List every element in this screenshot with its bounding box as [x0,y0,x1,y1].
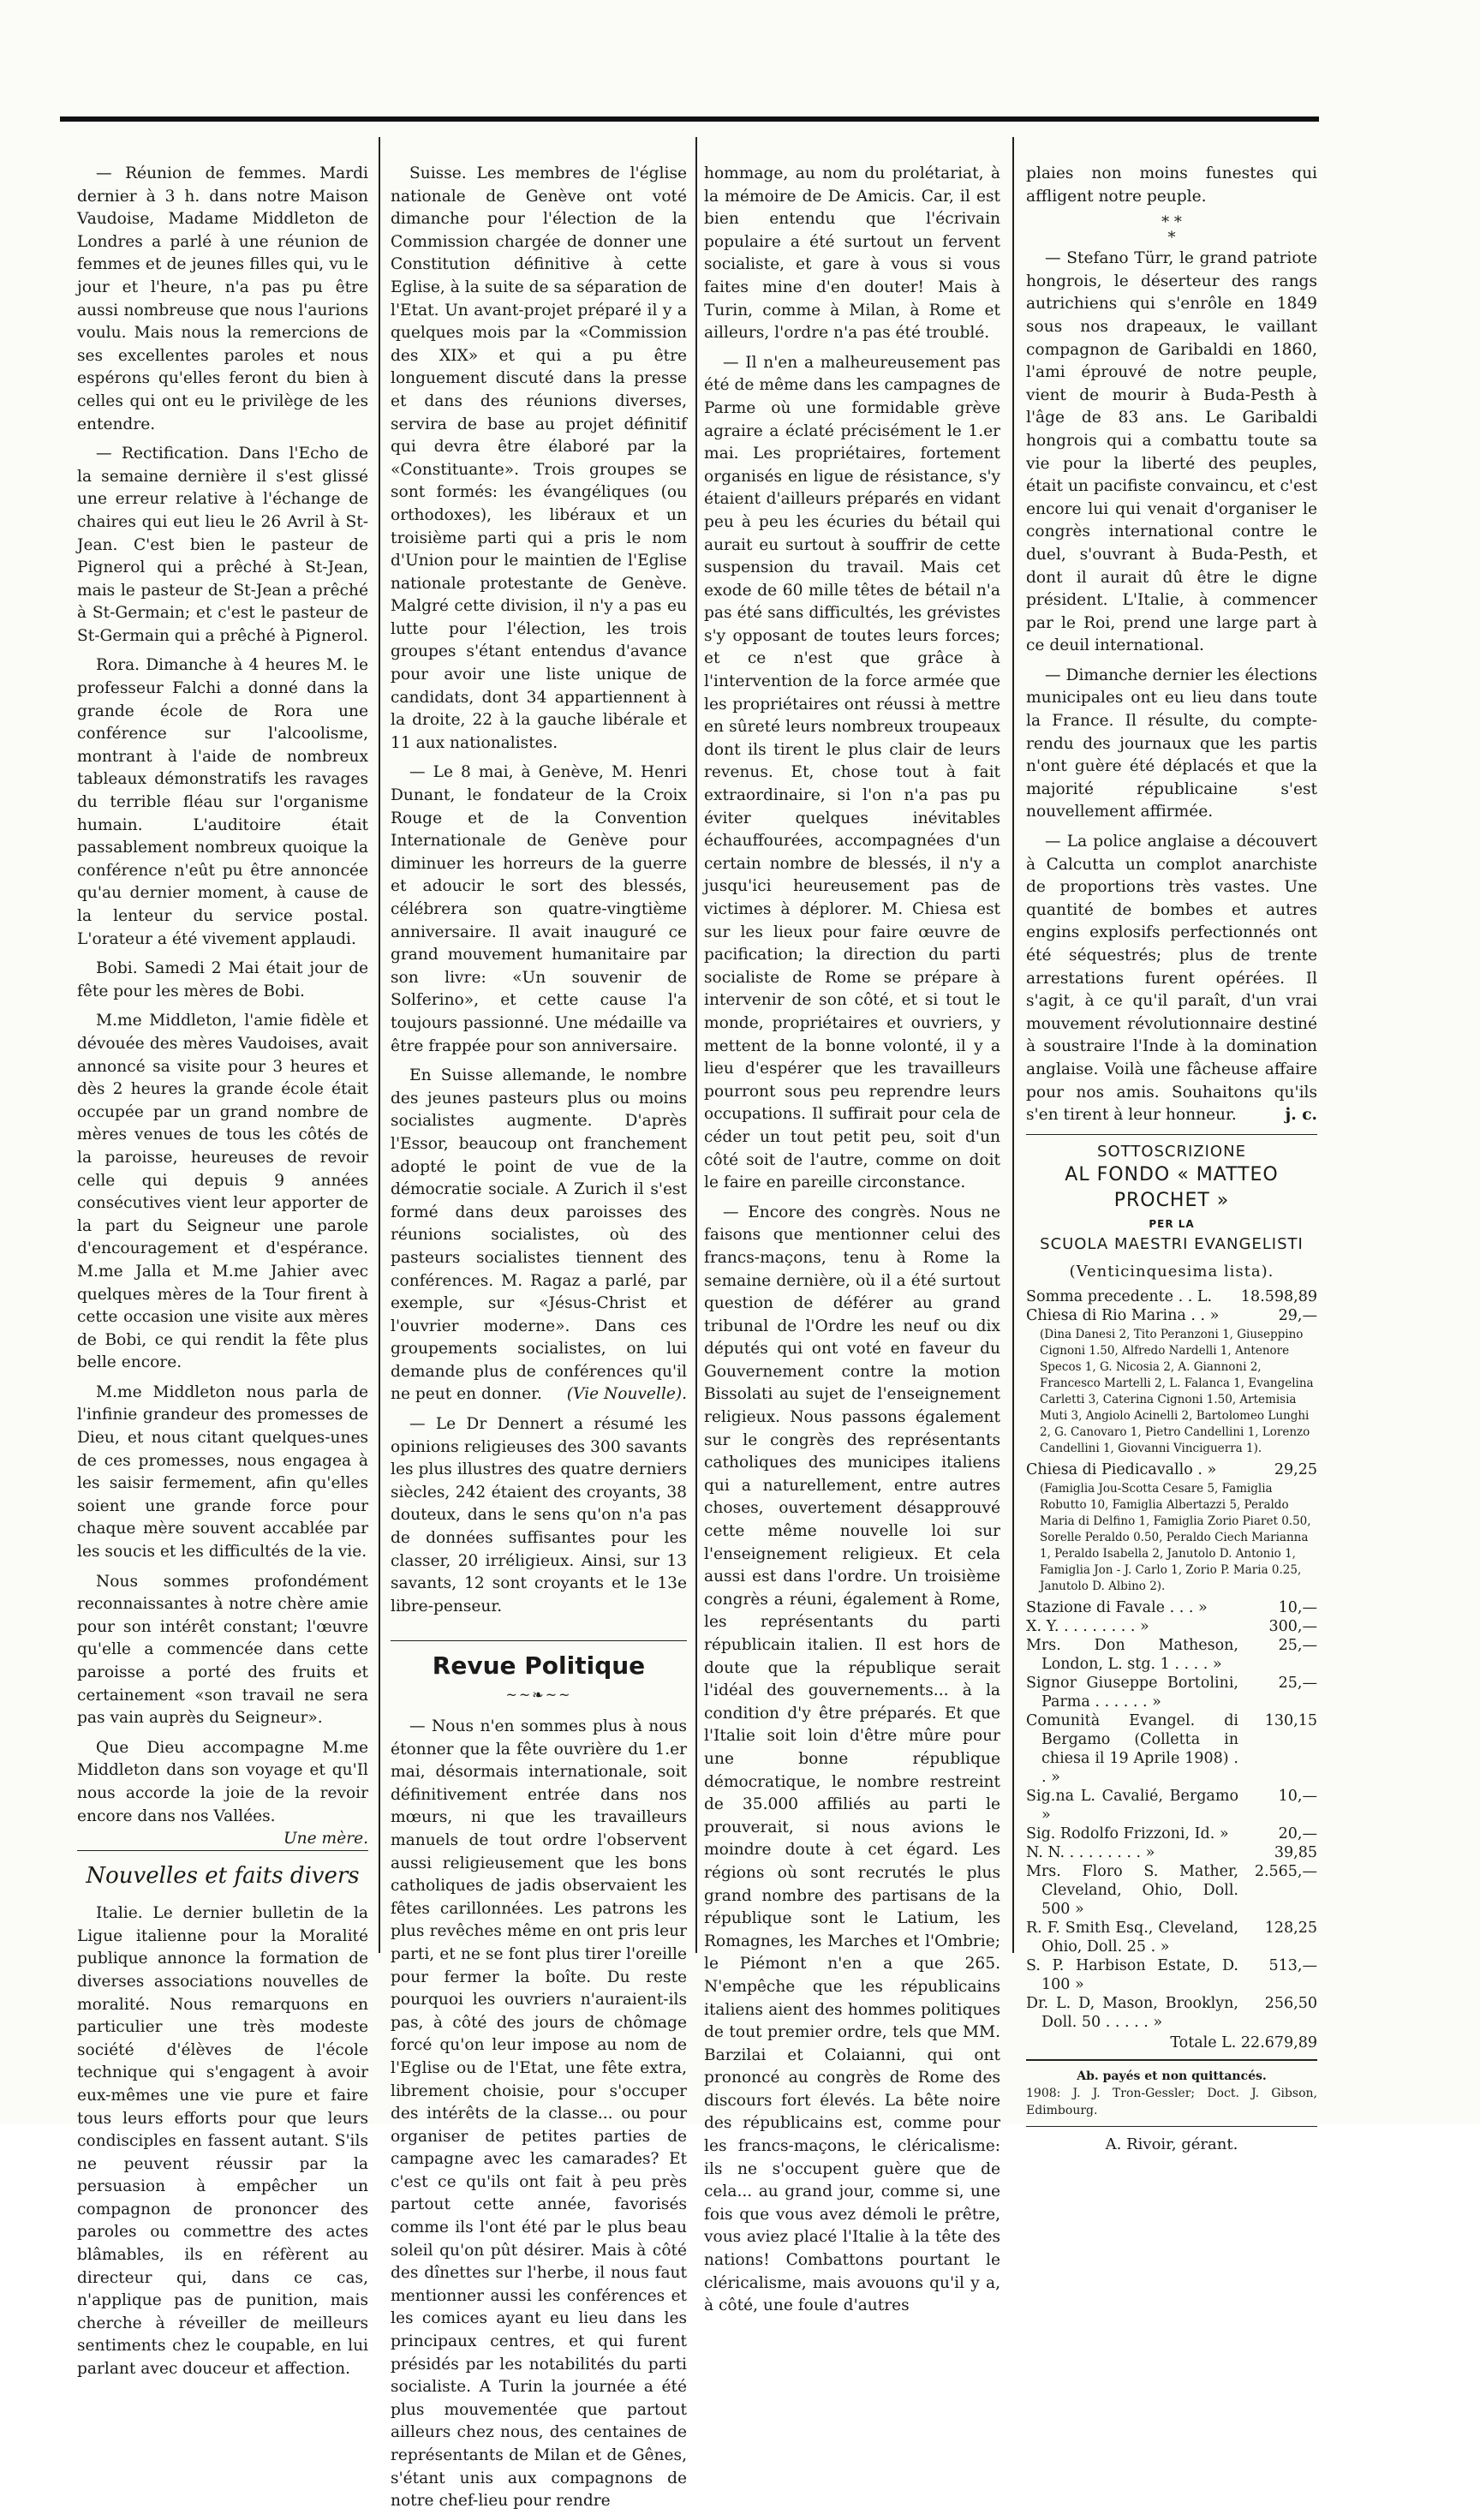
signature: j. c. [1285,1106,1317,1125]
ledger-amount: 10,— [1278,1599,1317,1617]
article-plaies: plaies non moins funestes qui affligent notre peuple. [1026,164,1317,206]
ledger-amount: 300,— [1268,1618,1317,1636]
ledger-label: Mrs. Don Matheson, London, L. stg. 1 . . . . » [1026,1637,1238,1674]
column-3 [704,163,1000,2325]
article-suisse-allemande-text: En Suisse allemande, le nombre des jeunes pasteurs plus ou moins socialistes augmente. D'après l'Essor, beaucoup ont franchement adopté le point de vue de la démocratie sociale. A Zurich il s'est formé dans deux paroisses des réunions socialistes, où des pasteurs socialistes tiennent des conférences. M. Ragaz a parlé, par exemple, sur «Jésus-Christ et l'ouvrier moderne». Dans ces groupements socialistes, on lui demande plus de conférences qu'il ne peut en donner. [391,1066,687,1404]
article-suisse: Suisse. Les membres de l'église nationale de Genève ont voté dimanche pour l'élection de la Commission chargée de donner une Constitution définitive à cette Eglise, à la suite de sa séparation de l'Etat. Un avant-projet préparé il y a quelques mois par la «Commission des XIX» et qui a pu être longuement discuté dans la presse et dans des réunions diverses, servira de base au projet définitif qui devra être élaboré par la «Constituante». Trois groupes se sont formés: les évangéliques (ou orthodoxes), les libéraux et un troisième parti qui a pris le nom d'Union pour le maintien de l'Eglise nationale protestante de Genève. Malgré cette division, il n'y a pas eu lutte pour l'élection, les trois groupes s'étant entendus d'avance pour avoir une liste unique de candidats, dont 34 appartiennent à la droite, 22 à la gauche libérale et 11 aux nationalistes. [391,164,687,752]
article-bobi-5-text: Que Dieu accompagne M.me Middleton dans son voyage et qu'Il nous accorde la joie de la revoir encore dans nos Vallées. [77,1738,368,1825]
article-calcutta-text: — La police anglaise a découvert à Calcutta un complot anarchiste de proportions très vastes. Une quantité de bombes et autres engins explosifs perfectionnés ont été séquestrés; plus de trente arrestations furent opérées. Il s'agit, à ce qu'il paraît, d'un vrai mouvement révolutionnaire destiné à soustraire l'Inde à la domination anglaise. Voilà une fâcheuse affaire pour nos amis. Souhaitons qu'ils s'en tirent à leur honneur. [1026,833,1317,1125]
ledger-label: N. N. . . . . . . . . » [1026,1844,1155,1862]
column-divider [695,137,697,1953]
ledger-row [1026,1711,1317,1787]
article-rectification: — Rectification. Dans l'Echo de la semaine dernière il s'est glissé une erreur relative à l'échange de chaires qui eut lieu le 26 Avril à St-Jean. C'est bien le pasteur de Pignerol qui a prêché à St-Jean, mais le pasteur de St-Jean a prêché à St-Germain; et c'est le pasteur de St-Germain qui a prêché à Pignerol. [77,445,368,645]
divider [1026,1134,1317,1136]
section-title-revue-politique: Revue Politique [391,1640,687,1681]
signature: Une mère. [283,1830,368,1848]
subscription-total: Totale L. 22.679,89 [1170,2034,1317,2052]
ledger-row [1026,1843,1317,1862]
article-turr: — Stefano Türr, le grand patriote hongrois, le déserteur des rangs autrichiens qui s'enrôle en 1849 sous nos drapeaux, le vaillant compagnon de Garibaldi en 1860, l'ami éprouvé de notre peuple, vient de mourir à Buda-Pesth à l'âge de 83 ans. Le Garibaldi hongrois qui a combattu toute sa vie pour la liberté des peuples, était un pacifiste convaincu, et c'est encore lui qui venait d'organiser le congrès international contre le duel, s'ouvrant à Buda-Pesth, et dont il aurait dû être le digne président. L'Italie, à commencer par le Roi, prend une large part à ce deuil international. [1026,249,1317,655]
subscription-title: SOTTOSCRIZIONE [1097,1143,1246,1161]
ledger-row [1026,1787,1317,1824]
article-greve-parme: — Il n'en a malheureusement pas été de même dans les campagnes de Parme où une formidable grève agraire a éclaté précisément le 1.er mai. Les propriétaires, fortement organisés en ligue de résistance, s'y étaient d'ailleurs préparés en vidant peu à peu les écuries du bétail qui aurait eu surtout à souffrir de cette suspension du travail. Mais cet exode de 60 mille têtes de bétail n'a pas été sans difficultés, les grévistes s'y opposant de toutes leurs forces; et ce n'est que grâce à l'intervention de la force armée que les propriétaires ont réussi à mettre en sûreté leurs nombreux troupeaux dont ils tirent le plus clair de leurs revenus. Et, chose tout à fait extraordinaire, si l'on n'a pas pu éviter quelques inévitables échauffourées, accompagnées d'un certain nombre de blessés, il n'y a jusqu'ici heureusement pas de victimes à déplorer. M. Chiesa est sur les lieux pour faire œuvre de pacification; la direction du parti socialiste de Rome se prépare à intervenir de son côté, et si tout le monde, propriétaires et ouvriers, y mettent de la bonne volonté, il y a lieu d'espérer que les travailleurs pourront sous peu reprendre leurs occupations. Il suffirait pour cela de céder un tout petit peu, soit d'un côté soit de l'autre, comme on doit le faire en pareille circonstance. [704,353,1000,1192]
article-de-amicis: hommage, au nom du prolétariat, à la mémoire de De Amicis. Car, il est bien entendu que l'écrivain populaire a été surtout un fervent socialiste, et gare à vous si vous faites mine d'en douter! Mais à Turin, comme à Milan, à Rome et ailleurs, l'ordre n'a pas été troublé. [704,164,1000,343]
article-congres: — Encore des congrès. Nous ne faisons que mentionner celui des francs-maçons, tenu à Rome la semaine dernière, où il a été surtout question de déférer au grand tribunal de l'Ordre les neuf ou dix députés qui ont voté en faveur du Gouvernement contre la motion Bissolati au sujet de l'enseignement religieux. Nous passons également sur le congrès des représentants catholiques des municipes italiens qui a naturellement, entre autres choses, ouvertement désapprouvé cette même nouvelle loi sur l'enseignement religieux. Et cela aussi est dans l'ordre. Un troisième congrès a réuni, également à Rome, les représentants du parti républicain italien. Il est hors de doute que la république serait l'idéal des gouvernements... à la condition d'y être préparés. Et que l'Italie soit loin d'être mûre pour une bonne république démocratique, le nombre restreint de 35.000 affiliés au parti le prouverait, si nous avions le moindre doute à cet égard. Les régions où sont recrutés le plus grand nombre des partisans de la république sont le Latium, les Romagnes, les Marches et l'Ombrie; le Piémont n'en a que 265. N'empêche que les républicains italiens aient des hommes politiques de tout premier ordre, tels que MM. Barzilai et Colaianni, qui ont prononcé au congrès de Rome des discours fort élevés. La bête noire des républicains est, comme pour les francs-maçons, le cléricalisme: ils ne s'occupent guère que de cela... au grand jour, comme si, une fois que vous avez démoli le prêtre, vous aviez placé l'Italie à la tête des nations! Combattons pourtant le cléricalisme, mais avouons qu'il y a, à côté, une foule d'autres [704,1203,1000,2315]
ornament: ~~❧~~ [505,1687,572,1704]
article-bobi: Bobi. Samedi 2 Mai était jour de fête pour les mères de Bobi. [77,959,368,1000]
article-dunant: — Le 8 mai, à Genève, M. Henri Dunant, le fondateur de la Croix Rouge et de la Convention Internationale de Genève pour diminuer les horreurs de la guerre et adoucir le sort des blessés, célébrera son quatre-vingtième anniversaire. Il avait inauguré ce grand mouvement humanitaire par son livre: «Un souvenir de Solferino», et cette cause l'a toujours passionné. Une médaille va être frappée pour son anniversaire. [391,763,687,1055]
subscription-school: SCUOLA MAESTRI EVANGELISTI [1040,1235,1304,1254]
ledger-amount: 29,— [1278,1307,1317,1325]
ledger-row [1026,1598,1317,1617]
ledger-label: Mrs. Floro S. Mather, Cleveland, Ohio, Doll. 500 » [1026,1863,1238,1919]
gerant-signature: A. Rivoir, gérant. [1105,2135,1238,2154]
ledger-amount: 29,25 [1274,1461,1317,1479]
article-bobi-5 [77,1737,368,1848]
ledger-amount: 10,— [1278,1788,1317,1806]
article-bobi-2: M.me Middleton, l'amie fidèle et dévouée des mères Vaudoises, avait annoncé sa visite pour 3 heures et dès 2 heures la grande école était occupée par un grand nombre de mères venues de tous les côtés de la paroisse, heureuses de revoir celle qui depuis 9 années consécutives vient leur apporter de la part du Seigneur une parole d'encouragement et d'espérance. M.me Jalla et M.me Jahier avec quelques mères de la Tour firent à cette occasion une visite aux mères de Bobi, ce qui rendit la fête plus belle encore. [77,1012,368,1372]
ledger-amount: 20,— [1278,1825,1317,1843]
article-elections: — Dimanche dernier les élections municipales ont eu lieu dans toute la France. Il résulte, du compte-rendu des journaux que les partis n'ont guère été déplacés et que la majorité républicaine s'est nouvellement affirmée. [1026,666,1317,821]
column-2 [391,163,687,2520]
column-divider [379,137,380,1953]
ledger-row [1026,1956,1317,1994]
ledger-row [1026,1460,1317,1479]
ledger-label: Chiesa di Piedicavallo . » [1026,1461,1217,1479]
ledger-amount: 25,— [1278,1675,1317,1693]
section-title-nouvelles: Nouvelles et faits divers [77,1850,368,1890]
ledger-row [1026,1617,1317,1636]
ledger-label: Comunità Evangel. di Bergamo (Colletta in chiesa il 19 Aprile 1908) . . » [1026,1712,1238,1787]
column-1 [77,163,368,2388]
column-4 [1026,163,1317,2157]
column-divider [1012,137,1014,1953]
ledger-label: Dr. L. D, Mason, Brooklyn, Doll. 50 . . . . . » [1026,1995,1238,2032]
article-dennert: — Le Dr Dennert a résumé les opinions religieuses des 300 savants les plus illustres des quatre derniers siècles, 242 étaient des croyants, 38 douteux, dans le sens qu'on n'a pas de données suffisantes pour les classer, 20 irréligieux. Ainsi, sur 13 savants, 12 sont croyants et le 13e libre-penseur. [391,1415,687,1615]
ledger-donor-list: (Dina Danesi 2, Tito Peranzoni 1, Giuseppino Cignoni 1.50, Alfredo Nardelli 1, Antenore Specos 1, G. Nicosia 2, A. Giannoni 2, Francesco Martelli 2, L. Falanca 1, Evangelina Carletti 3, Caterina Cignoni 1.50, Artemisia Muti 3, Angiolo Acinelli 2, Bartolomeo Lunghi 2, G. Canovaro 1, Pietro Candellini 1, Lorenzo Candellini 1, Giovanni Vinciguerra 1). [1040,1328,1314,1456]
article-reunion-femmes: — Réunion de femmes. Mardi dernier à 3 h. dans notre Maison Vaudoise, Madame Middleton de Londres a parlé à une réunion de femmes et de jeunes filles qui, vu le jour et l'heure, n'a pas pu être aussi nombreuse que nous l'aurions voulu. Mais nous la remercions de ses excellentes paroles et nous espérons qu'elles feront du bien à celles qui ont eu le privilège de les entendre. [77,164,368,433]
subscription-ledger [1026,1287,1317,2032]
ledger-donor-list: (Famiglia Jou-Scotta Cesare 5, Famiglia Robutto 10, Famiglia Albertazzi 5, Peraldo Maria di Delfino 1, Famiglia Zorio Piaret 0.50, Sorelle Peraldo 0.50, Peraldo Ciech Marianna 1, Peraldo Isabella 2, Janutolo D. Antonio 1, Famiglia Jon - J. Carlo 1, Zorio P. Maria 0.25, Janutolo D. Albino 2). [1040,1482,1311,1594]
article-suisse-allemande [391,1065,687,1406]
ledger-row [1026,1636,1317,1674]
article-bobi-3: M.me Middleton nous parla de l'infinie grandeur des promesses de Dieu, et nous citant quelques-unes de ces promesses, nous engagea à les saisir fermement, afin qu'elles soient une grande force pour chaque mère souvent accablée par les soucis et les difficultés de la vie. [77,1382,368,1562]
ledger-label: Sig. Rodolfo Frizzoni, Id. » [1026,1825,1229,1843]
unpaid-list: 1908: J. J. Tron-Gessler; Doct. J. Gibson, Edimbourg. [1026,2086,1317,2117]
subscription-fund: AL FONDO « MATTEO PROCHET » [1065,1164,1279,1212]
subscription-list-number: (Venticinquesima lista). [1069,1263,1274,1281]
ledger-row [1026,1287,1317,1306]
ledger-label: Signor Giuseppe Bortolini, Parma . . . . . . » [1026,1675,1238,1711]
divider [1026,2126,1317,2128]
ledger-amount: 39,85 [1274,1844,1317,1862]
ledger-row [1026,1674,1317,1711]
subscription-per: PER LA [1149,1218,1195,1231]
ledger-label: S. P. Harbison Estate, D. 100 » [1026,1957,1238,1994]
ledger-amount: 18.598,89 [1240,1288,1317,1306]
article-italie: Italie. Le dernier bulletin de la Ligue italienne pour la Moralité publique annonce la formation de diverses associations nouvelles de moralité. Nous remarquons en particulier une très modeste société d'élèves de l'école technique qui s'engagent à avoir eux-mêmes une vie pure et faire tous leurs efforts pour que leurs condisciples en fassent autant. S'ils ne peuvent réussir par la persuasion à empêcher un compagnon de prononcer des paroles ou commettre des actes blâmables, ils en réfèrent au directeur qui, dans ce cas, n'applique pas de punition, mais cherche à réveiller de meilleurs sentiments chez le coupable, en lui parlant avec douceur et affection. [77,1904,368,2379]
article-rora: Rora. Dimanche à 4 heures M. le professeur Falchi a donné dans la grande école de Rora une conférence sur l'alcoolisme, montrant à l'aide de nombreux tableaux démonstratifs les ravages du terrible fléau sur l'organisme humain. L'auditoire était passablement nombreux quoique la conférence n'eût pu être annoncée qu'au dernier moment, à cause de la lenteur du service postal. L'orateur a été vivement applaudi. [77,656,368,948]
ledger-label: Chiesa di Rio Marina . . » [1026,1307,1220,1325]
article-calcutta [1026,831,1317,1127]
asterism: * * * [1161,213,1182,248]
article-premier-mai: — Nous n'en sommes plus à nous étonner que la fête ouvrière du 1.er mai, désormais internationale, soit définitivement entrée dans nos mœurs, ni que les travailleurs manuels de tout ordre l'observent aussi religieusement que les bons catholiques de jadis observaient les fêtes carillonnées. Les patrons les plus revêches même en ont pris leur parti, et ne se font plus tirer l'oreille pour fermer la boîte. Du reste pourquoi les ouvriers n'auraient-ils pas, à côté des jours de chômage forcé qu'on leur impose au nom de l'Eglise ou de l'Etat, une fête extra, librement choisie, pour s'occuper des intérêts de la classe... ou pour organiser de petites parties de campagne avec les camarades? Et c'est ce qu'ils ont fait à peu près partout cette année, favorisés comme ils l'ont été par le plus beau soleil qu'on pût désirer. Mais à côté des dînettes sur l'herbe, il nous faut mentionner aussi les conférences et les comices ayant eu lieu dans les principaux centres, et qui furent présidés par les notabilités du parti socialiste. A Turin la journée a été plus mouvementée que partout ailleurs chez nous, des centaines de représentants de Milan et de Gênes, s'étant unis aux compagnons de notre chef-lieu pour rendre [391,1717,687,2511]
ledger-label: R. F. Smith Esq., Cleveland, Ohio, Doll. 25 . » [1026,1920,1238,1956]
ledger-label: Stazione di Favale . . . » [1026,1599,1208,1617]
ledger-label: Somma precedente . . L. [1026,1288,1213,1306]
ledger-row [1026,1824,1317,1843]
article-bobi-4: Nous sommes profondément reconnaissantes à notre chère amie pour son intérêt constant; l'œuvre qu'elle a commencée dans cette paroisse a porté des fruits et certainement «son travail ne sera pas vain auprès du Seigneur». [77,1572,368,1728]
ledger-row [1026,1862,1317,1919]
ledger-amount: 256,50 [1264,1995,1317,2013]
unpaid-note: Ab. payés et non quittancés. [1077,2069,1267,2083]
ledger-row [1026,1306,1317,1325]
source-note: (Vie Nouvelle). [566,1385,687,1404]
ledger-amount: 2.565,— [1254,1863,1317,1881]
ledger-amount: 513,— [1268,1957,1317,1975]
ledger-amount: 128,25 [1264,1920,1317,1938]
ledger-amount: 25,— [1278,1637,1317,1655]
ledger-label: X. Y. . . . . . . . . » [1026,1618,1149,1636]
ledger-label: Sig.na L. Cavalié, Bergamo » [1026,1788,1238,1824]
top-rule [60,116,1319,122]
ledger-row [1026,1994,1317,2032]
divider [1026,2059,1317,2061]
ledger-amount: 130,15 [1264,1712,1317,1730]
ledger-row [1026,1919,1317,1956]
